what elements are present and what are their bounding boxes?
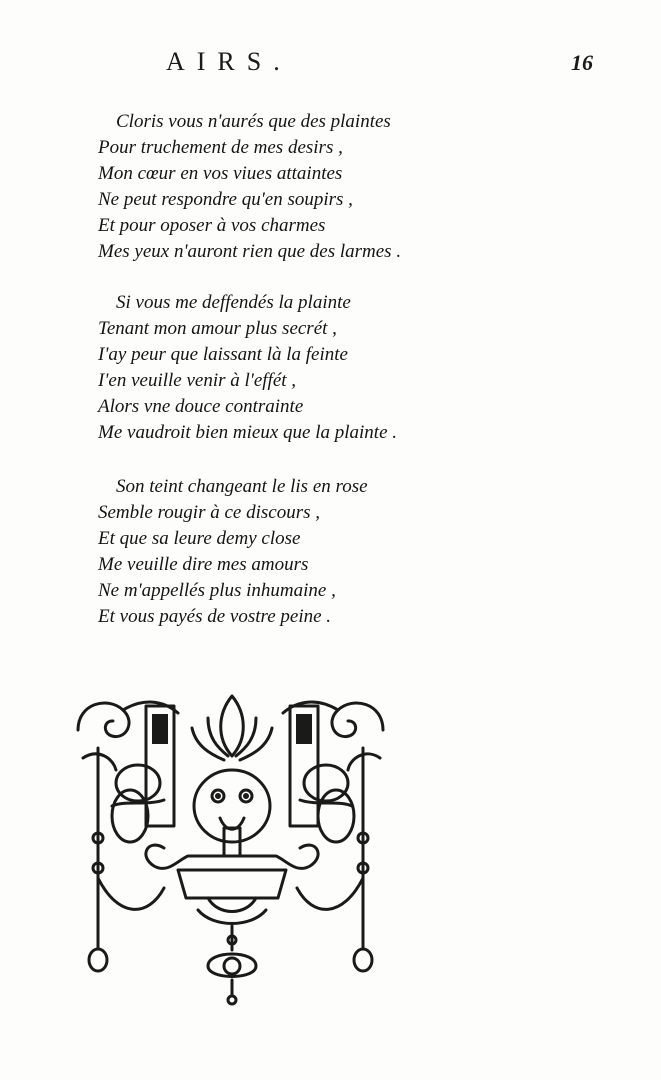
poem-line: Si vous me deffendés la plainte xyxy=(116,292,351,313)
poem-stanza-3 xyxy=(98,474,478,630)
poem-line: Cloris vous n'aurés que des plaintes xyxy=(116,111,391,132)
poem-line: Ne m'appellés plus inhumaine , xyxy=(98,580,336,601)
poem-stanza-2 xyxy=(98,290,478,446)
poem-line: Alors vne douce contrainte xyxy=(98,396,304,417)
poem-line: I'ay peur que laissant là la feinte xyxy=(98,344,348,365)
poem-line: Pour truchement de mes desirs , xyxy=(98,137,343,158)
poem-line: Et vous payés de vostre peine . xyxy=(98,606,332,627)
poem-line: Tenant mon amour plus secrét , xyxy=(98,318,337,339)
poem-line: Mon cœur en vos viues attaintes xyxy=(98,163,343,184)
poem-line: Semble rougir à ce discours , xyxy=(98,502,320,523)
poem-line: Son teint changeant le lis en rose xyxy=(116,476,368,497)
running-title: AIRS. xyxy=(166,47,292,76)
grotesque-tailpiece-ornament-icon xyxy=(68,688,393,1008)
poem-line: Me vaudroit bien mieux que la plainte . xyxy=(98,422,397,443)
poem-line: Me veuille dire mes amours xyxy=(98,554,309,575)
poem-line: I'en veuille venir à l'effét , xyxy=(98,370,297,391)
page-number: 16 xyxy=(571,50,593,75)
poem-line: Et que sa leure demy close xyxy=(98,528,301,549)
poem-line: Mes yeux n'auront rien que des larmes . xyxy=(98,241,402,262)
poem-line: Et pour oposer à vos charmes xyxy=(98,215,326,236)
poem-line: Ne peut respondre qu'en soupirs , xyxy=(98,189,353,210)
poem-stanza-1 xyxy=(98,109,478,265)
